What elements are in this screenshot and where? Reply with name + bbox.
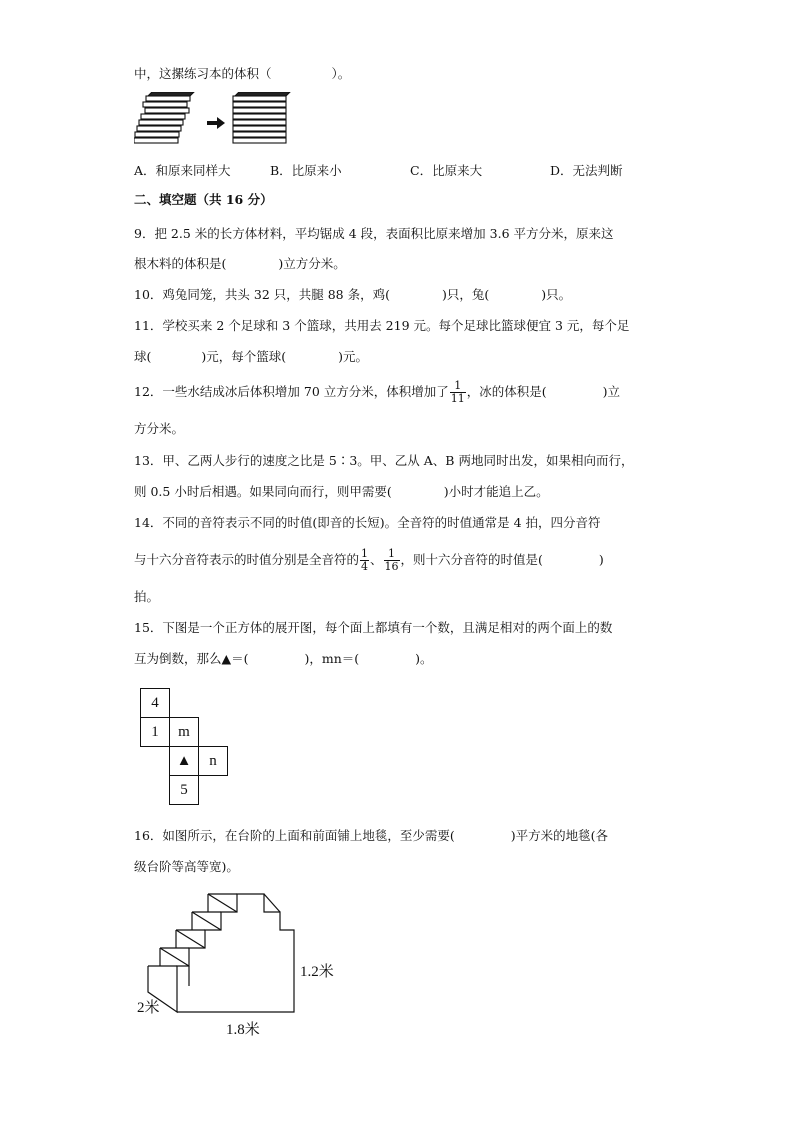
net-cell-1: 1 (140, 717, 170, 747)
q14-text-pre: 与十六分音符表示的时值分别是全音符的 (134, 552, 360, 567)
q13-text-post: )小时才能追上乙。 (443, 484, 549, 499)
q14-fraction-quarter (360, 548, 369, 573)
q9-line1: 9．把 2.5 米的长方体材料，平均锯成 4 段，表面积比原来增加 3.6 平方分米，原来这 (134, 226, 614, 241)
q13-line1: 13．甲、乙两人步行的速度之比是 5∶3。甲、乙从 A、B 两地同时出发，如果相向而行， (134, 453, 634, 468)
notebook-stack-figure (134, 92, 294, 148)
q8-option-b[interactable]: B．比原来小 (270, 163, 342, 178)
q9-text-pre: 根木料的体积是( (134, 256, 227, 271)
q16-text-pre: 16．如图所示，在台阶的上面和前面铺上地毯，至少需要( (134, 828, 455, 843)
q8-option-d[interactable]: D．无法判断 (550, 163, 623, 178)
q8-text-pre: 中，这摞练习本的体积（ (134, 66, 272, 81)
staircase-length-label: 1.8米 (226, 1022, 260, 1038)
q11-text-b: )元，每个篮球( (201, 349, 287, 364)
q12-text-mid: ，冰的体积是( (466, 384, 547, 399)
q12-fraction (450, 380, 466, 405)
q14-separator: 、 (370, 552, 383, 567)
q14-fraction2-numerator: 1 (384, 548, 400, 561)
q11-line2 (134, 349, 368, 365)
arrow-right-icon (207, 117, 225, 129)
q11-text-c: )元。 (338, 349, 369, 364)
q16-line1 (134, 828, 608, 844)
q10-line (134, 287, 571, 303)
q11-line1: 11．学校买来 2 个足球和 3 个篮球，共用去 219 元。每个足球比篮球便宜 3 元，每个足 (134, 318, 630, 333)
q12-fraction-denominator: 11 (450, 392, 465, 405)
q14-fraction-sixteenth (384, 548, 400, 573)
net-cell-n: n (198, 746, 228, 776)
q15-text-b: )，mn＝( (304, 651, 360, 666)
net-cell-5: 5 (169, 775, 199, 805)
q14-line3: 拍。 (134, 589, 160, 604)
q14-line1: 14．不同的音符表示不同的时值(即音的长短)。全音符的时值通常是 4 拍，四分音符 (134, 515, 601, 530)
q8-text-post: ）。 (331, 66, 351, 81)
q14-fraction2-denominator: 16 (384, 560, 399, 573)
q15-line1: 15．下图是一个正方体的展开图，每个面上都填有一个数，且满足相对的两个面上的数 (134, 620, 613, 635)
q14-fraction1-denominator: 4 (361, 560, 369, 573)
section-title: 二、填空题（共 16 分） (134, 192, 273, 207)
q12-line1 (134, 380, 620, 405)
q10-text-b: )只，兔( (442, 287, 490, 302)
staircase-width-label: 2米 (137, 1000, 160, 1016)
staircase-figure (140, 890, 310, 1020)
q11-text-a: 球( (134, 349, 152, 364)
q14-fraction1-numerator: 1 (361, 547, 369, 560)
q10-text-c: )只。 (541, 287, 572, 302)
q15-line2 (134, 651, 433, 667)
q10-text-a: 10．鸡兔同笼，共头 32 只，共腿 88 条，鸡( (134, 287, 390, 302)
q8-question-tail (134, 66, 350, 82)
q15-text-c: )。 (415, 651, 433, 666)
q9-text-post: )立方分米。 (278, 256, 346, 271)
q12-text-pre: 12．一些水结成冰后体积增加 70 立方分米，体积增加了 (134, 384, 449, 399)
q16-text-post: )平方米的地毯(各 (510, 828, 609, 843)
q13-text-pre: 则 0.5 小时后相遇。如果同向而行，则甲需要( (134, 484, 392, 499)
net-cell-4: 4 (140, 688, 170, 718)
neat-stack-image (233, 92, 290, 143)
q8-option-a[interactable]: A．和原来同样大 (134, 163, 231, 178)
q16-line2: 级台阶等高等宽)。 (134, 859, 239, 874)
q9-line2 (134, 256, 346, 272)
net-cell-m: m (169, 717, 199, 747)
q14-text-post: ) (598, 552, 604, 567)
q14-text-mid: ，则十六分音符的时值是( (400, 552, 543, 567)
q12-line2: 方分米。 (134, 421, 185, 436)
q15-text-a: 互为倒数，那么▲＝( (134, 651, 249, 666)
messy-stack-image (134, 92, 194, 143)
q13-line2 (134, 484, 549, 500)
staircase-height-label: 1.2米 (300, 964, 334, 980)
q8-option-c[interactable]: C．比原来大 (410, 163, 483, 178)
q12-text-post: )立 (602, 384, 621, 399)
q12-fraction-numerator: 1 (450, 380, 466, 393)
q14-line2 (134, 548, 604, 573)
net-cell-triangle: ▲ (169, 746, 199, 776)
